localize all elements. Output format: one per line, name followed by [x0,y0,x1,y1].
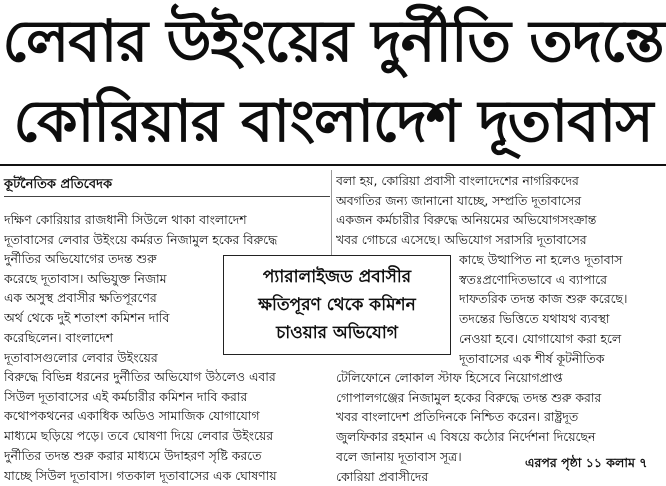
right-column-line: স্বতঃপ্রণোদিতভাবে এ ব্যাপারে [459,271,607,287]
headline-line-1: লেবার উইংয়ের দুর্নীতি তদন্তে [2,7,664,75]
right-column-line: দূতাবাসের এক শীর্ষ কূটনীতিক [459,350,605,366]
right-column-line: নেওয়া হবে। যোগাযোগ করা হলে [459,330,622,346]
left-column-narrow [4,249,219,367]
right-column-line: জুলফিকার রহমান এ বিষয়ে কঠোর নির্দেশনা দিয়েছেন [336,429,596,445]
right-column-line: টেলিফোনে লোকাল স্টাফ হিসেবে নিয়োগপ্রাপ্ত [336,370,563,385]
right-column-line: দাফতরিক তদন্ত কাজ শুরু করেছে। [459,291,628,307]
right-column-line: অবগতির জন্য জানানো যাচ্ছে, সম্প্রতি দূতাবাসের [336,192,582,208]
headline-divider [0,164,666,166]
left-column-line: দূতাবাসগুলোর লেবার উইংয়ের [4,349,158,365]
right-column [336,171,662,250]
left-column-line: অর্থ থেকে দুই শতাংশ কমিশন দাবি [4,310,170,326]
right-column-line: কোরিয়া প্রবাসীদের [336,468,429,484]
left-column-line: সিউল দূতাবাসের এই কর্মচারীর কমিশন দাবি করার [4,388,248,404]
left-column-line: কথোপকথনের একাধিক অডিও সামাজিক যোগাযোগ [4,408,260,424]
right-column-line: একজন কর্মচারীর বিরুদ্ধে অনিয়মের অভিযোগসংক্রান্ত [336,212,597,228]
pull-quote-line-3: চাওয়ার অভিযোগ [276,323,398,343]
byline-underline [4,196,330,197]
left-column-line: মাধ্যমে ছড়িয়ে পড়ে। তবে ঘোষণা দিয়ে লেবার উইংয়ের [4,428,274,444]
continuation-note: এরপর পৃষ্ঠা ১১ কলাম ৭ [525,455,648,470]
pull-quote-box [223,255,451,355]
left-column-line: দুর্নীতির অভিযোগের তদন্ত শুরু [4,251,157,266]
left-column-line: এক অসুস্থ প্রবাসীর ক্ষতিপূরণের [4,290,157,306]
left-column-line: করেছিলেন। বাংলাদেশ [4,329,113,345]
column-divider [331,170,332,255]
right-column-line: খবর বাংলাদেশ প্রতিদিনকে নিশ্চিত করেন। রাষ্ট্রদূত [336,409,579,425]
left-column-line: দক্ষিণ কোরিয়ার রাজধানী সিউলে থাকা বাংলাদেশ [4,212,247,227]
right-column-line: গোপালগঞ্জের নিজামুল হকের বিরুদ্ধে তদন্ত শুরু করার [336,389,602,405]
right-column-line: বলা হয়, কোরিয়া প্রবাসী বাংলাদেশের নাগরিকদের [336,173,579,188]
left-column-line: যাচ্ছে সিউল দূতাবাস। গতকাল দূতাবাসের এক ঘোষণায় [4,467,277,483]
right-column-line: কাছে উত্থাপিত না হলেও দূতাবাস [459,252,623,267]
headline-line-2: কোরিয়ার বাংলাদেশ দূতাবাস [13,87,653,155]
right-column-line: তদন্তের ভিত্তিতে যথাযথ ব্যবস্থা [459,311,610,327]
left-column-line: দুর্নীতির তদন্ত শুরু করার মাধ্যমে উদাহরণ সৃষ্টি করতে [4,447,262,463]
left-column-line: বিরুদ্ধে বিভিন্ন ধরনের দুর্নীতির অভিযোগ উঠলেও এবার [4,369,276,384]
left-column [4,210,329,249]
byline: কূটনৈতিক প্রতিবেদক [4,177,113,192]
left-column-line: করেছে দূতাবাস। অভিযুক্ত নিজাম [4,270,167,286]
right-column-line: খবর গোচরে এসেছে। অভিযোগ সরাসরি দূতাবাসের [336,232,587,248]
pull-quote-line-2: ক্ষতিপূরণ থেকে কমিশন [258,295,416,315]
left-column-line: দূতাবাসের লেবার উইংয়ে কর্মরত নিজামুল হকের বিরুদ্ধে [4,231,278,247]
right-column-narrow [459,250,662,368]
left-column-bottom [4,367,329,485]
pull-quote-line-1: প্যারালাইজড প্রবাসীর [262,267,412,287]
right-column-line: বলে জানায় দূতাবাস সূত্র। [336,448,462,464]
